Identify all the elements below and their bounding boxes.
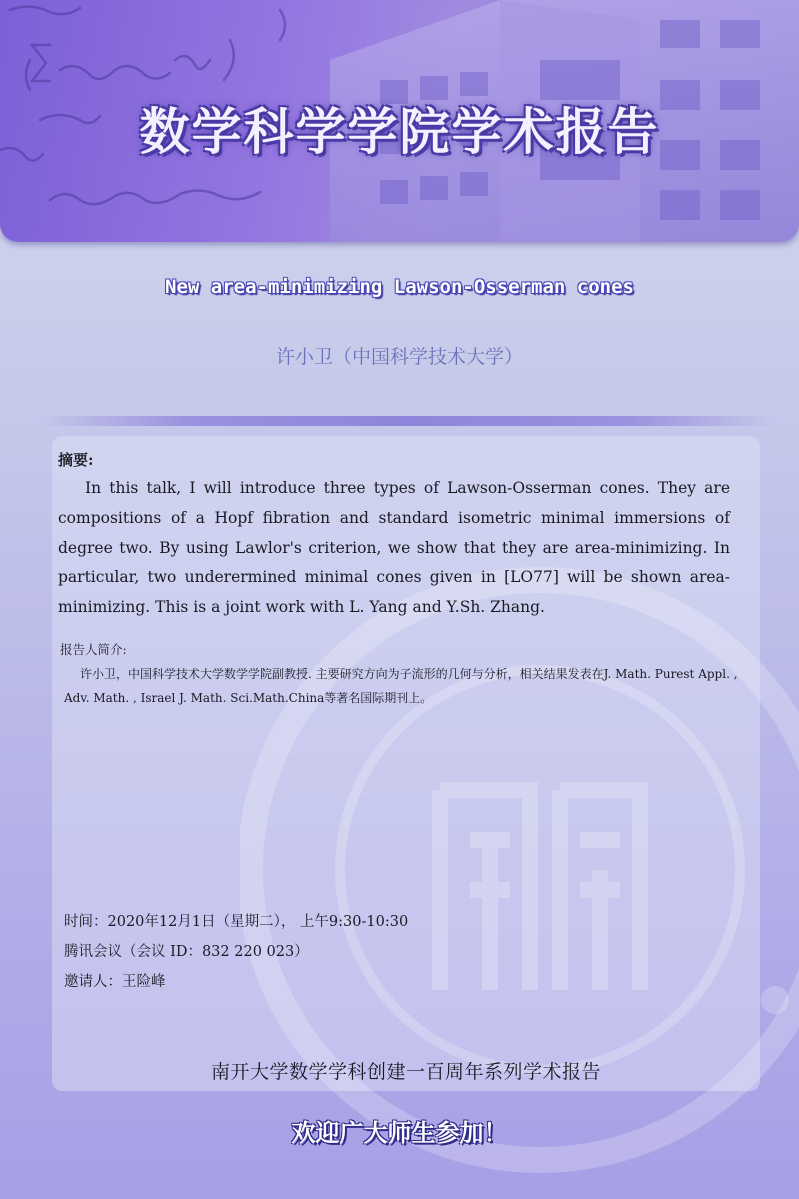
header-banner (0, 0, 799, 242)
bio-label: 报告人简介: (60, 642, 127, 657)
talk-host: 邀请人：王险峰 (64, 974, 166, 990)
abstract-text: In this talk, I will introduce three types of Lawson-Osserman cones. They are compositions of a Hopf fibration and standard isometric minimal immersions of degree two. By using Lawlor's criterion, we show that they are area-minimizing. In particular, two underermined minimal cones given in [LO77] will be shown area-minimizing. This is a joint work with L. Yang and Y.Sh. Zhang. (58, 479, 730, 617)
talk-venue: 腾讯会议（会议 ID：832 220 023） (64, 944, 309, 960)
speaker-name: 许小卫（中国科学技术大学） (275, 346, 523, 368)
bio-text: 许小卫，中国科学技术大学数学学院副教授. 主要研究方向为子流形的几何与分析，相关结果发表在J. Math. Purest Appl. , Adv. Math. , Israel J. Math. Sci.Math.China等著名国际期刊上。 (64, 667, 738, 705)
series-title: 南开大学数学学科创建一百周年系列学术报告 (210, 1061, 601, 1083)
university-seal-watermark (240, 540, 799, 1199)
talk-title: New area-minimizing Lawson-Osserman cones (165, 276, 634, 298)
talk-time: 时间：2020年12月1日（星期二）， 上午9:30-10:30 (64, 914, 409, 930)
page-title: 数学科学学院学术报告 (139, 103, 660, 161)
divider-bar (40, 416, 775, 426)
welcome-text: 欢迎广大师生参加！ (291, 1119, 508, 1147)
abstract-label: 摘要: (58, 451, 94, 469)
